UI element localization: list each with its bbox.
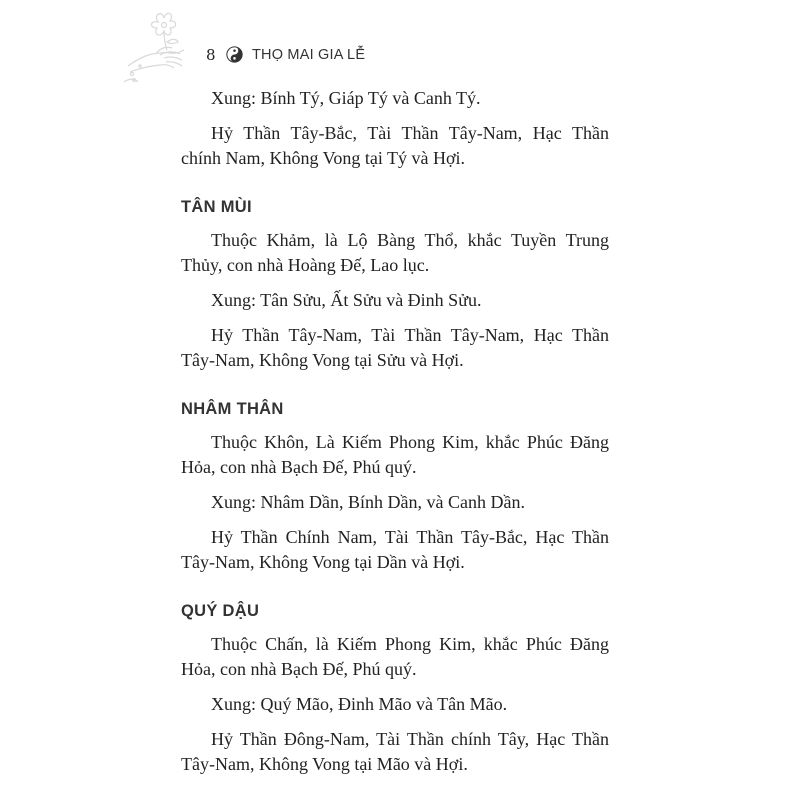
- thuoc-paragraph: Thuộc Khảm, là Lộ Bàng Thổ, khắc Tuyền Trung Thủy, con nhà Hoàng Đế, Lao lục.: [181, 230, 609, 275]
- than-paragraph: Hỷ Thần Đông-Nam, Tài Thần chính Tây, Hạc Thần Tây-Nam, Không Vong tại Mão và Hợi.: [181, 729, 609, 774]
- xung-paragraph: Xung: Tân Sửu, Ất Sửu và Đinh Sửu.: [211, 290, 482, 310]
- book-title: THỌ MAI GIA LỄ: [252, 47, 366, 63]
- page-number: 8: [206, 46, 216, 64]
- xung-paragraph: Xung: Bính Tý, Giáp Tý và Canh Tý.: [211, 88, 481, 108]
- page-content: [181, 86, 609, 787]
- than-paragraph: Hỷ Thần Tây-Nam, Tài Thần Tây-Nam, Hạc Thần Tây-Nam, Không Vong tại Sửu và Hợi.: [181, 325, 609, 370]
- yin-yang-icon: [226, 46, 243, 63]
- xung-paragraph: Xung: Quý Mão, Đinh Mão và Tân Mão.: [211, 694, 508, 714]
- xung-paragraph: Xung: Nhâm Dần, Bính Dần, và Canh Dần.: [211, 492, 525, 512]
- section-heading: TÂN MÙI: [181, 198, 252, 216]
- section-heading: QUÝ DẬU: [181, 602, 260, 620]
- thuoc-paragraph: Thuộc Khôn, Là Kiếm Phong Kim, khắc Phúc Đăng Hỏa, con nhà Bạch Đế, Phú quý.: [181, 432, 609, 477]
- section-heading: NHÂM THÂN: [181, 400, 284, 418]
- than-paragraph: Hỷ Thần Chính Nam, Tài Thần Tây-Bắc, Hạc Thần Tây-Nam, Không Vong tại Dần và Hợi.: [181, 527, 609, 572]
- page-header: [120, 8, 540, 88]
- thuoc-paragraph: Thuộc Chấn, là Kiếm Phong Kim, khắc Phúc Đăng Hỏa, con nhà Bạch Đế, Phú quý.: [181, 634, 609, 679]
- than-paragraph: Hỷ Thần Tây-Bắc, Tài Thần Tây-Nam, Hạc Thần chính Nam, Không Vong tại Tý và Hợi.: [181, 123, 609, 168]
- flower-hand-icon: [120, 8, 210, 88]
